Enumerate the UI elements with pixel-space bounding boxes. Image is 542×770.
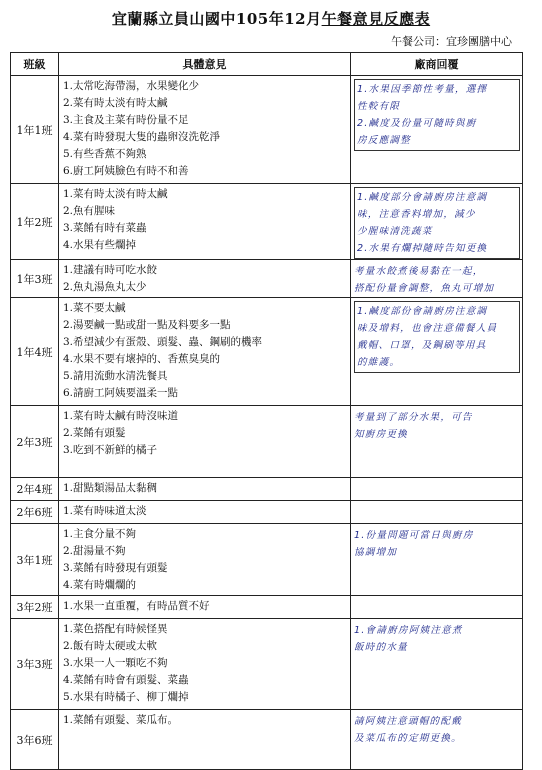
table-row [11,76,523,184]
reply-line: 2.水果有爛掉隨時告知更換 [357,243,488,254]
opinion-item: 2.甜湯量不夠 [63,545,126,557]
page-title [0,8,542,29]
class-cell: 1年3班 [11,260,59,298]
class-cell: 3年3班 [11,619,59,710]
reply-line: 飯時的水量 [354,642,408,653]
reply-cell [351,478,523,501]
reply-line: 1.份量問題可當日與廚房 [354,530,474,541]
class-cell: 3年6班 [11,710,59,770]
opinion-item: 3.主食及主菜有時份量不足 [63,114,189,126]
handwritten-reply [354,263,520,297]
opinion-cell [59,298,351,406]
opinion-item: 1.菜有時太淡有時太鹹 [63,188,168,200]
reply-cell [351,619,523,710]
opinion-cell [59,406,351,478]
reply-line: 考量到了部分水果，可告 [354,412,473,423]
class-cell: 3年1班 [11,524,59,596]
reply-cell [351,710,523,770]
table-row [11,298,523,406]
class-cell: 2年6班 [11,501,59,524]
reply-cell [351,406,523,478]
handwritten-reply [354,622,520,656]
reply-line: 知廚房更換 [354,429,408,440]
reply-line: 房反應調整 [357,135,411,146]
reply-line: 請阿姨注意頭帽的配戴 [354,716,462,727]
opinion-item: 1.菜有時味道太淡 [63,505,147,517]
opinion-item: 3.菜餚有時有菜蟲 [63,222,147,234]
title-underlined: 午餐意見反應表 [321,10,431,28]
opinion-item: 6.廚工阿姨臉色有時不和善 [63,165,189,177]
reply-cell [351,596,523,619]
reply-line: 及菜瓜布的定期更換。 [354,733,462,744]
table-row [11,524,523,596]
opinion-item: 3.菜餚有時發現有頭髮 [63,562,168,574]
reply-line: 1.鹹度部份會請廚房注意調 [357,306,488,317]
class-cell: 2年3班 [11,406,59,478]
opinion-cell [59,596,351,619]
handwritten-reply [354,79,520,151]
reply-line: 考量水餃煮後易黏在一起， [354,266,484,277]
table-row [11,184,523,260]
opinion-item: 4.水果有些爛掉 [63,239,137,251]
opinion-item: 2.魚有腥味 [63,205,116,217]
reply-cell [351,524,523,596]
reply-line: 少腥味清洗蔬菜 [357,226,433,237]
class-cell: 2年4班 [11,478,59,501]
opinion-item: 4.菜有時發現大隻的蟲卵沒洗乾淨 [63,131,221,143]
opinion-cell [59,76,351,184]
reply-line: 2.鹹度及份量可隨時與廚 [357,118,477,129]
opinion-item: 4.菜餚有時會有頭髮、菜蟲 [63,674,189,686]
opinion-item: 2.魚丸湯魚丸太少 [63,281,147,293]
opinion-item: 4.水果不要有壞掉的、香蕉臭臭的 [63,353,221,365]
opinion-cell [59,524,351,596]
title-prefix: 宜蘭縣立員山國中105年12月 [111,10,322,28]
opinion-item: 4.菜有時爛爛的 [63,579,137,591]
opinion-cell [59,710,351,770]
table-row [11,478,523,501]
reply-line: 搭配份量會調整，魚丸可增加 [354,283,495,294]
opinion-item: 1.建議有時可吃水餃 [63,264,158,276]
opinion-item: 1.菜餚有頭髮、菜瓜布。 [63,714,179,726]
table-row [11,619,523,710]
opinion-cell [59,184,351,260]
table-row [11,501,523,524]
reply-line: 的維護。 [357,357,401,368]
handwritten-reply [354,713,520,747]
class-cell: 1年1班 [11,76,59,184]
opinion-item: 2.飯有時太硬或太軟 [63,640,158,652]
table-row [11,710,523,770]
handwritten-reply [354,301,520,373]
handwritten-reply [354,187,520,259]
class-cell: 1年4班 [11,298,59,406]
handwritten-reply [354,527,520,561]
col-header-reply: 廠商回覆 [351,53,523,76]
opinion-item: 3.希望減少有蛋殼、頭髮、蟲、鋼刷的機率 [63,336,263,348]
opinion-item: 1.菜色搭配有時候怪異 [63,623,168,635]
reply-line: 性較有限 [357,101,401,112]
opinion-cell [59,501,351,524]
opinion-item: 5.有些香蕉不夠熟 [63,148,147,160]
class-cell: 3年2班 [11,596,59,619]
opinion-item: 5.請用流動水清洗餐具 [63,370,168,382]
opinion-item: 2.菜有時太淡有時太鹹 [63,97,168,109]
opinion-item: 6.請廚工阿姨要溫柔一點 [63,387,179,399]
opinion-item: 1.菜不要太鹹 [63,302,126,314]
opinion-item: 1.水果一直重覆，有時品質不好 [63,600,210,612]
reply-cell [351,76,523,184]
handwritten-reply [354,409,520,443]
reply-cell [351,260,523,298]
reply-line: 1.水果因季節性考量，選擇 [357,84,488,95]
opinion-item: 2.菜餚有頭髮 [63,427,126,439]
col-header-opinion: 具體意見 [59,53,351,76]
reply-cell [351,184,523,260]
opinion-item: 3.水果一人一顆吃不夠 [63,657,168,669]
lunch-company: 午餐公司：宜珍團膳中心 [391,35,512,48]
opinion-item: 1.菜有時太鹹有時沒味道 [63,410,179,422]
opinion-item: 3.吃到不新鮮的橘子 [63,444,158,456]
reply-line: 協調增加 [354,547,398,558]
reply-line: 1.鹹度部分會請廚房注意調 [357,192,488,203]
reply-cell [351,501,523,524]
reply-cell [351,298,523,406]
opinion-cell [59,478,351,501]
opinion-cell [59,619,351,710]
opinion-item: 2.湯要鹹一點或甜一點及料要多一點 [63,319,231,331]
feedback-table [10,52,523,770]
table-row [11,260,523,298]
header-row [11,53,523,76]
opinion-item: 1.主食分量不夠 [63,528,137,540]
opinion-item: 1.太常吃海帶湯，水果變化少 [63,80,200,92]
reply-line: 味，注意香料增加，減少 [357,209,476,220]
opinion-cell [59,260,351,298]
reply-line: 味及增料，也會注意備餐人員 [357,323,498,334]
reply-line: 戴帽、口罩，及鋼刷等用具 [357,340,487,351]
reply-line: 1.會請廚房阿姨注意煮 [354,625,463,636]
table-row [11,596,523,619]
opinion-item: 5.水果有時橘子、柳丁爛掉 [63,691,189,703]
table-row [11,406,523,478]
opinion-item: 1.甜點類湯品太黏稠 [63,482,158,494]
col-header-class: 班級 [11,53,59,76]
class-cell: 1年2班 [11,184,59,260]
